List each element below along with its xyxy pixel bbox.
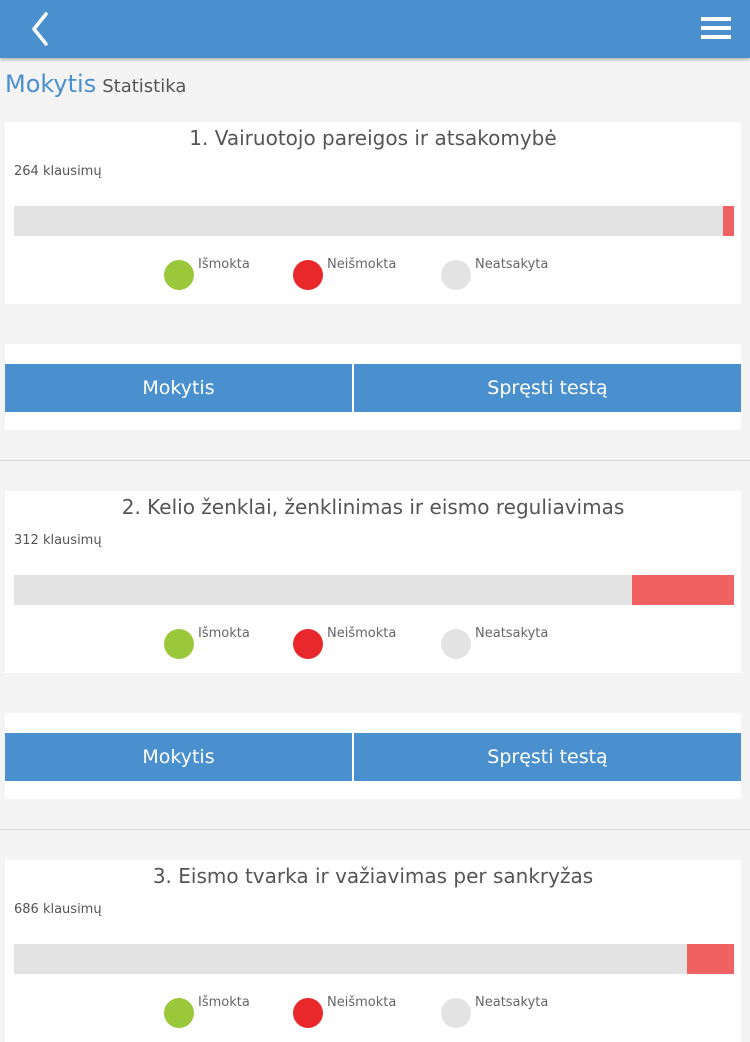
legend-dot-learned <box>164 260 194 290</box>
legend-dot-unanswered <box>441 260 471 290</box>
top-app-bar <box>0 0 750 58</box>
topic-title: 3. Eismo tvarka ir važiavimas per sankryžas <box>152 864 594 888</box>
section-divider <box>0 460 750 461</box>
legend-label: Neišmokta <box>327 257 397 272</box>
menu-button[interactable] <box>698 12 734 46</box>
legend-dot-learned <box>164 629 194 659</box>
topic-card <box>5 122 741 304</box>
legend-label: Neatsakyta <box>475 257 549 272</box>
legend-label: Išmokta <box>198 626 250 641</box>
breadcrumb-statistics: Statistika <box>102 76 187 97</box>
breadcrumb <box>5 70 186 106</box>
topic-actions <box>5 713 741 799</box>
hamburger-menu-icon <box>698 12 734 46</box>
legend-dot-unanswered <box>441 998 471 1028</box>
legend-dot-unlearned <box>293 998 323 1028</box>
progress-unlearned-segment <box>632 575 734 605</box>
legend-label: Neatsakyta <box>475 995 549 1010</box>
progress-bar <box>14 944 734 974</box>
legend-label: Neatsakyta <box>475 626 549 641</box>
topic-actions <box>5 344 741 430</box>
progress-unlearned-segment <box>687 944 734 974</box>
question-count: 312 klausimų <box>14 533 102 548</box>
legend-dot-learned <box>164 998 194 1028</box>
legend-label: Neišmokta <box>327 626 397 641</box>
breadcrumb-learn[interactable]: Mokytis <box>5 70 97 98</box>
question-count: 264 klausimų <box>14 164 102 179</box>
question-count: 686 klausimų <box>14 902 102 917</box>
back-button[interactable] <box>22 8 62 50</box>
legend-label: Neišmokta <box>327 995 397 1010</box>
take-test-button[interactable]: Spręsti testą <box>354 364 741 412</box>
topic-card <box>5 491 741 673</box>
take-test-button[interactable]: Spręsti testą <box>354 733 741 781</box>
topic-section-3 <box>0 860 750 1010</box>
legend-dot-unlearned <box>293 629 323 659</box>
topic-section-1 <box>0 122 750 462</box>
progress-bar <box>14 575 734 605</box>
legend-label: Išmokta <box>198 257 250 272</box>
topic-card <box>5 860 741 1042</box>
legend-dot-unlearned <box>293 260 323 290</box>
progress-unlearned-segment <box>723 206 734 236</box>
chevron-left-icon <box>22 8 62 50</box>
legend-label: Išmokta <box>198 995 250 1010</box>
topic-title: 2. Kelio ženklai, ženklinimas ir eismo reguliavimas <box>121 495 625 519</box>
topic-section-2 <box>0 491 750 831</box>
topic-title: 1. Vairuotojo pareigos ir atsakomybė <box>189 126 557 150</box>
section-divider <box>0 829 750 830</box>
legend-dot-unanswered <box>441 629 471 659</box>
learn-button[interactable]: Mokytis <box>5 364 352 412</box>
learn-button[interactable]: Mokytis <box>5 733 352 781</box>
progress-bar <box>14 206 734 236</box>
